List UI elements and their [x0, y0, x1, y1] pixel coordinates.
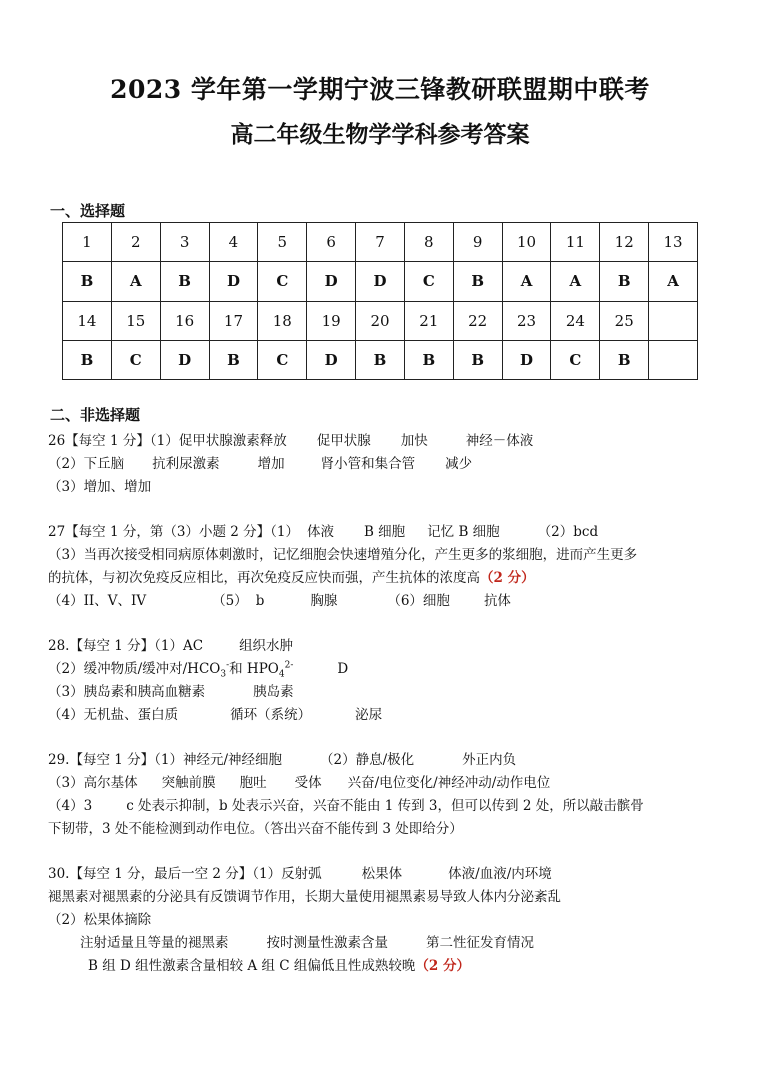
- answer-text: 体液: [306, 524, 334, 540]
- answer-text: 外正内负: [462, 752, 517, 768]
- q29-line-2: [48, 771, 550, 791]
- page-title: 2023 学年第一学期宁波三锋教研联盟期中联考: [110, 75, 650, 104]
- section-title-nonchoice: 二、非选择题: [50, 406, 141, 424]
- table-cell: 13: [649, 223, 698, 262]
- table-cell: 24: [551, 301, 600, 340]
- answer-text: 松果体: [361, 866, 403, 882]
- table-cell: C: [258, 262, 307, 301]
- q27-line-4: [48, 589, 511, 609]
- table-cell: 25: [600, 301, 649, 340]
- answer-text: （3）增加、增加: [48, 479, 152, 495]
- answer-text: 29.【每空 1 分】（1）神经元/神经细胞: [48, 752, 283, 768]
- answer-text: 突触前膜: [161, 775, 216, 791]
- answer-text: （2）静息/极化: [320, 752, 415, 768]
- table-cell: 10: [502, 223, 551, 262]
- answer-text: 神经－体液: [465, 433, 534, 449]
- page-subtitle: 高二年级生物学学科参考答案: [230, 121, 530, 148]
- answer-text: 胞吐: [239, 775, 267, 791]
- q30-line-1: [48, 862, 552, 882]
- q29-line-4: [48, 817, 463, 837]
- answer-text: 褪黑素对褪黑素的分泌具有反馈调节作用，长期大量使用褪黑素易导致人体内分泌紊乱: [48, 889, 561, 905]
- answer-text: 抗利尿激素: [152, 456, 220, 472]
- answer-table: [62, 222, 698, 380]
- answer-text: （3）高尔基体: [48, 775, 138, 791]
- q26-line-1: [48, 429, 533, 449]
- table-cell: 19: [307, 301, 356, 340]
- answer-text: （4）3: [48, 798, 93, 814]
- q30-line-4: [80, 931, 534, 951]
- table-cell: 21: [404, 301, 453, 340]
- answer-text: B 组 D 组性激素含量相较 A 组 C 组偏低且性成熟较晚: [88, 958, 416, 974]
- table-cell: 14: [63, 301, 112, 340]
- answer-text: b: [255, 593, 265, 609]
- table-cell: 7: [356, 223, 405, 262]
- q29-line-1: [48, 748, 516, 768]
- answer-text: 体液/血液/内环境: [448, 866, 552, 882]
- q28-line-2: [48, 657, 348, 680]
- table-cell: 18: [258, 301, 307, 340]
- answer-text: 肾小管和集合管: [320, 456, 416, 472]
- answer-text: 记忆 B 细胞: [427, 524, 500, 540]
- answer-text: c 处表示抑制，b 处表示兴奋，兴奋不能由 1 传到 3，但可以传到 2 处，所以敲击髌骨: [126, 798, 644, 814]
- answer-text: 30.【每空 1 分，最后一空 2 分】（1）反射弧: [48, 866, 322, 882]
- answer-text: 第二性征发育情况: [426, 935, 534, 951]
- answer-text: 组织水肿: [239, 638, 294, 654]
- answer-text: 27【每空 1 分，第（3）小题 2 分】（1）: [48, 524, 299, 540]
- score-note: （2 分）: [480, 570, 535, 586]
- table-cell: 3: [160, 223, 209, 262]
- q27-line-2: [48, 543, 637, 563]
- q27-line-3: [48, 566, 535, 586]
- table-row-answers-1: [63, 262, 698, 301]
- q30-line-3: [48, 908, 151, 928]
- table-row-numbers-2: [63, 301, 698, 340]
- table-cell: D: [307, 340, 356, 379]
- table-cell: 11: [551, 223, 600, 262]
- answer-text: D: [337, 661, 349, 677]
- answer-text: 增加: [257, 456, 285, 472]
- table-cell: A: [551, 262, 600, 301]
- table-cell: A: [649, 262, 698, 301]
- answer-text: （2）bcd: [537, 524, 599, 540]
- answer-text: 减少: [445, 456, 473, 472]
- table-cell: 23: [502, 301, 551, 340]
- answer-text: 促甲状腺: [316, 433, 371, 449]
- answer-text: （4）II、V、IV: [48, 593, 147, 609]
- table-cell: D: [209, 262, 258, 301]
- subscript: 4: [278, 669, 285, 680]
- q28-line-4: [48, 703, 382, 723]
- answer-text: 抗体: [483, 593, 511, 609]
- table-cell: D: [502, 340, 551, 379]
- table-cell: 17: [209, 301, 258, 340]
- table-cell: A: [111, 262, 160, 301]
- answer-text: （6）细胞: [387, 593, 450, 609]
- answer-text: （2）下丘脑: [48, 456, 125, 472]
- table-row-numbers-1: [63, 223, 698, 262]
- answer-text: 28.【每空 1 分】（1）AC: [48, 638, 204, 654]
- table-cell: D: [160, 340, 209, 379]
- table-cell: B: [356, 340, 405, 379]
- table-cell: 8: [404, 223, 453, 262]
- table-cell: B: [160, 262, 209, 301]
- table-cell: 6: [307, 223, 356, 262]
- q27-line-1: [48, 520, 598, 540]
- table-row-answers-2: [63, 340, 698, 379]
- answer-text: 加快: [400, 433, 428, 449]
- answer-text: （4）无机盐、蛋白质: [48, 707, 179, 723]
- table-cell: 12: [600, 223, 649, 262]
- table-cell: 2: [111, 223, 160, 262]
- table-cell: 20: [356, 301, 405, 340]
- q29-line-3: [48, 794, 644, 814]
- table-cell: B: [453, 262, 502, 301]
- table-cell: D: [307, 262, 356, 301]
- answer-text: 胸腺: [310, 593, 338, 609]
- table-cell: 9: [453, 223, 502, 262]
- answer-text: 泌尿: [355, 707, 383, 723]
- table-cell: B: [404, 340, 453, 379]
- table-cell: 16: [160, 301, 209, 340]
- answer-text: 和 HPO: [229, 661, 279, 677]
- answer-text: 兴奋/电位变化/神经冲动/动作电位: [347, 775, 551, 791]
- answer-text: （2）松果体摘除: [48, 912, 152, 928]
- table-cell: 4: [209, 223, 258, 262]
- answer-text: B 细胞: [363, 524, 406, 540]
- subscript: 3: [220, 669, 227, 680]
- table-cell: C: [551, 340, 600, 379]
- table-cell: C: [258, 340, 307, 379]
- table-cell: 5: [258, 223, 307, 262]
- answer-text: （3）胰岛素和胰高血糖素: [48, 684, 206, 700]
- section-title-choice: 一、选择题: [50, 202, 126, 220]
- answer-text: 下韧带，3 处不能检测到动作电位。（答出兴奋不能传到 3 处即给分）: [48, 821, 463, 837]
- answer-text: 按时测量性激素含量: [266, 935, 388, 951]
- answer-text: 受体: [294, 775, 322, 791]
- answer-text: 循环（系统）: [230, 707, 312, 723]
- answer-text: （3）当再次接受相同病原体刺激时，记忆细胞会快速增殖分化，产生更多的浆细胞，进而产生更多: [48, 547, 638, 563]
- table-cell: 22: [453, 301, 502, 340]
- answer-text: 26【每空 1 分】（1）促甲状腺激素释放: [48, 433, 287, 449]
- table-cell: B: [63, 340, 112, 379]
- superscript: -: [226, 660, 230, 671]
- q28-line-3: [48, 680, 294, 700]
- table-cell: [649, 340, 698, 379]
- table-cell: [649, 301, 698, 340]
- answer-text: 注射适量且等量的褪黑素: [80, 935, 229, 951]
- table-cell: B: [600, 262, 649, 301]
- table-cell: A: [502, 262, 551, 301]
- table-cell: B: [600, 340, 649, 379]
- table-cell: 1: [63, 223, 112, 262]
- table-cell: D: [356, 262, 405, 301]
- answer-text: 胰岛素: [253, 684, 294, 700]
- table-cell: C: [111, 340, 160, 379]
- q30-line-2: [48, 885, 561, 905]
- q26-line-2: [48, 452, 472, 472]
- q26-line-3: [48, 475, 151, 495]
- table-cell: B: [453, 340, 502, 379]
- answer-text: （2）缓冲物质/缓冲对/HCO: [48, 661, 221, 677]
- q28-line-1: [48, 634, 293, 654]
- table-cell: C: [404, 262, 453, 301]
- table-cell: B: [63, 262, 112, 301]
- q30-line-5: [88, 954, 470, 974]
- score-note: （2 分）: [415, 958, 470, 974]
- answer-text: （5）: [212, 593, 248, 609]
- answer-text: 的抗体，与初次免疫反应相比，再次免疫反应快而强，产生抗体的浓度高: [48, 570, 480, 586]
- table-cell: B: [209, 340, 258, 379]
- superscript: 2-: [284, 660, 294, 671]
- table-cell: 15: [111, 301, 160, 340]
